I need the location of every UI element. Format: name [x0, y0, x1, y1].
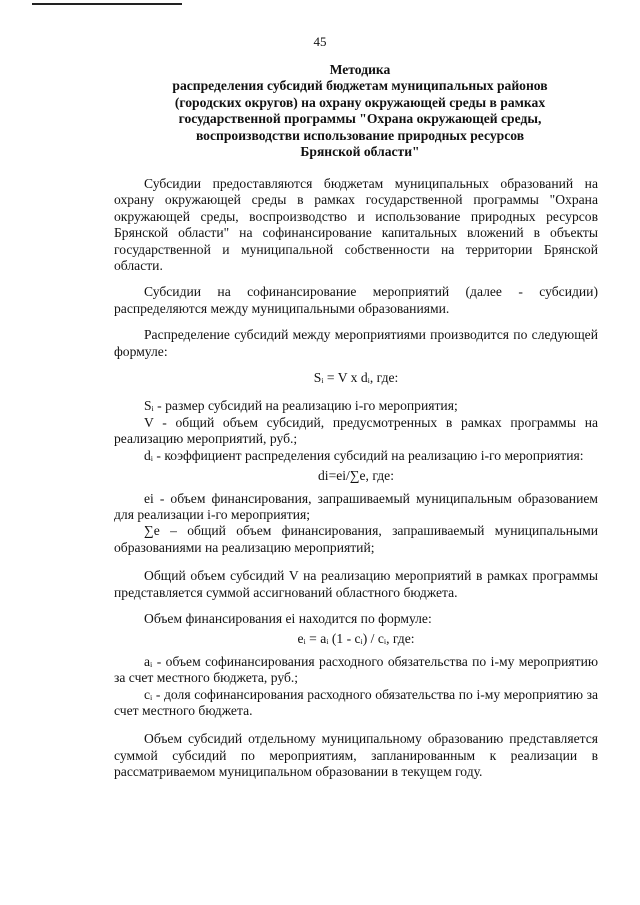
- page-number: 45: [313, 34, 327, 49]
- title-line-5: воспроизводстви использование природных ресурсов: [195, 127, 525, 143]
- title-line-2: распределения субсидий бюджетам муниципальных районов: [172, 78, 548, 94]
- title-line-3: (городских округов) на охрану окружающей среды в рамках: [174, 94, 546, 110]
- paragraph-subsidies-distribution: Субсидии на софинансирование мероприятий (далее - субсидии) распределяются между муниципальными образованиями.: [114, 284, 598, 316]
- definition-s: Sᵢ - размер субсидий на реализацию i-го мероприятия;: [144, 398, 458, 414]
- document-title: [140, 62, 580, 160]
- paragraph-municipal-subsidy: Объем субсидий отдельному муниципальному образованию представляется суммой субсидий по мероприятиям, запланированным к реализации в рассматриваемом муниципальном образовании в текущем году.: [114, 731, 598, 780]
- title-line-6: Брянской области": [300, 144, 420, 160]
- title-line-1: Методика: [329, 62, 391, 77]
- definition-a: aᵢ - объем софинансирования расходного обязательства по i-му мероприятию за счет местного бюджета, руб.;: [114, 653, 598, 686]
- definition-v: V - общий объем субсидий, предусмотренных в рамках программы на реализацию мероприятий, руб.;: [114, 414, 598, 447]
- formula-subsidy: Sᵢ = V x dᵢ, где:: [313, 370, 399, 386]
- paragraph-formula-intro: Распределение субсидий между мероприятиями производится по следующей формуле:: [114, 327, 598, 359]
- formula-funding: eᵢ = aᵢ (1 - cᵢ) / cᵢ, где:: [297, 631, 415, 647]
- paragraph-funding-formula-intro: Объем финансирования ei находится по формуле:: [144, 610, 432, 626]
- definition-c: cᵢ - доля софинансирования расходного обязательства по i-му мероприятию за счет местного бюджета.: [114, 686, 598, 718]
- title-line-4: государственной программы "Охрана окружающей среды,: [178, 111, 542, 127]
- paragraph-total-volume: Общий объем субсидий V на реализацию мероприятий в рамках программы представляется суммой ассигнований областного бюджета.: [114, 568, 598, 600]
- top-rule: [32, 3, 182, 5]
- paragraph-subsidies-intro: Субсидии предоставляются бюджетам муниципальных образований на охрану окружающей среды в рамках государственной программы "Охрана окружающей среды, воспроизводство и использование природных ресурсов Брянской области" на софинансирование капитальных вложений в объекты государственной и муниципальной собственности на территории Брянской области.: [114, 176, 598, 274]
- definition-d: dᵢ - коэффициент распределения субсидий на реализацию i-го мероприятия:: [144, 447, 584, 463]
- formula-coefficient: di=ei/∑e, где:: [318, 468, 394, 484]
- document-body: [114, 176, 598, 791]
- definition-ei: ei - объем финансирования, запрашиваемый муниципальным образованием для реализации i-го мероприятия;: [114, 490, 598, 522]
- definition-sum-e: ∑e – общий объем финансирования, запрашиваемый муниципальными образованиями на реализацию мероприятий;: [114, 523, 598, 555]
